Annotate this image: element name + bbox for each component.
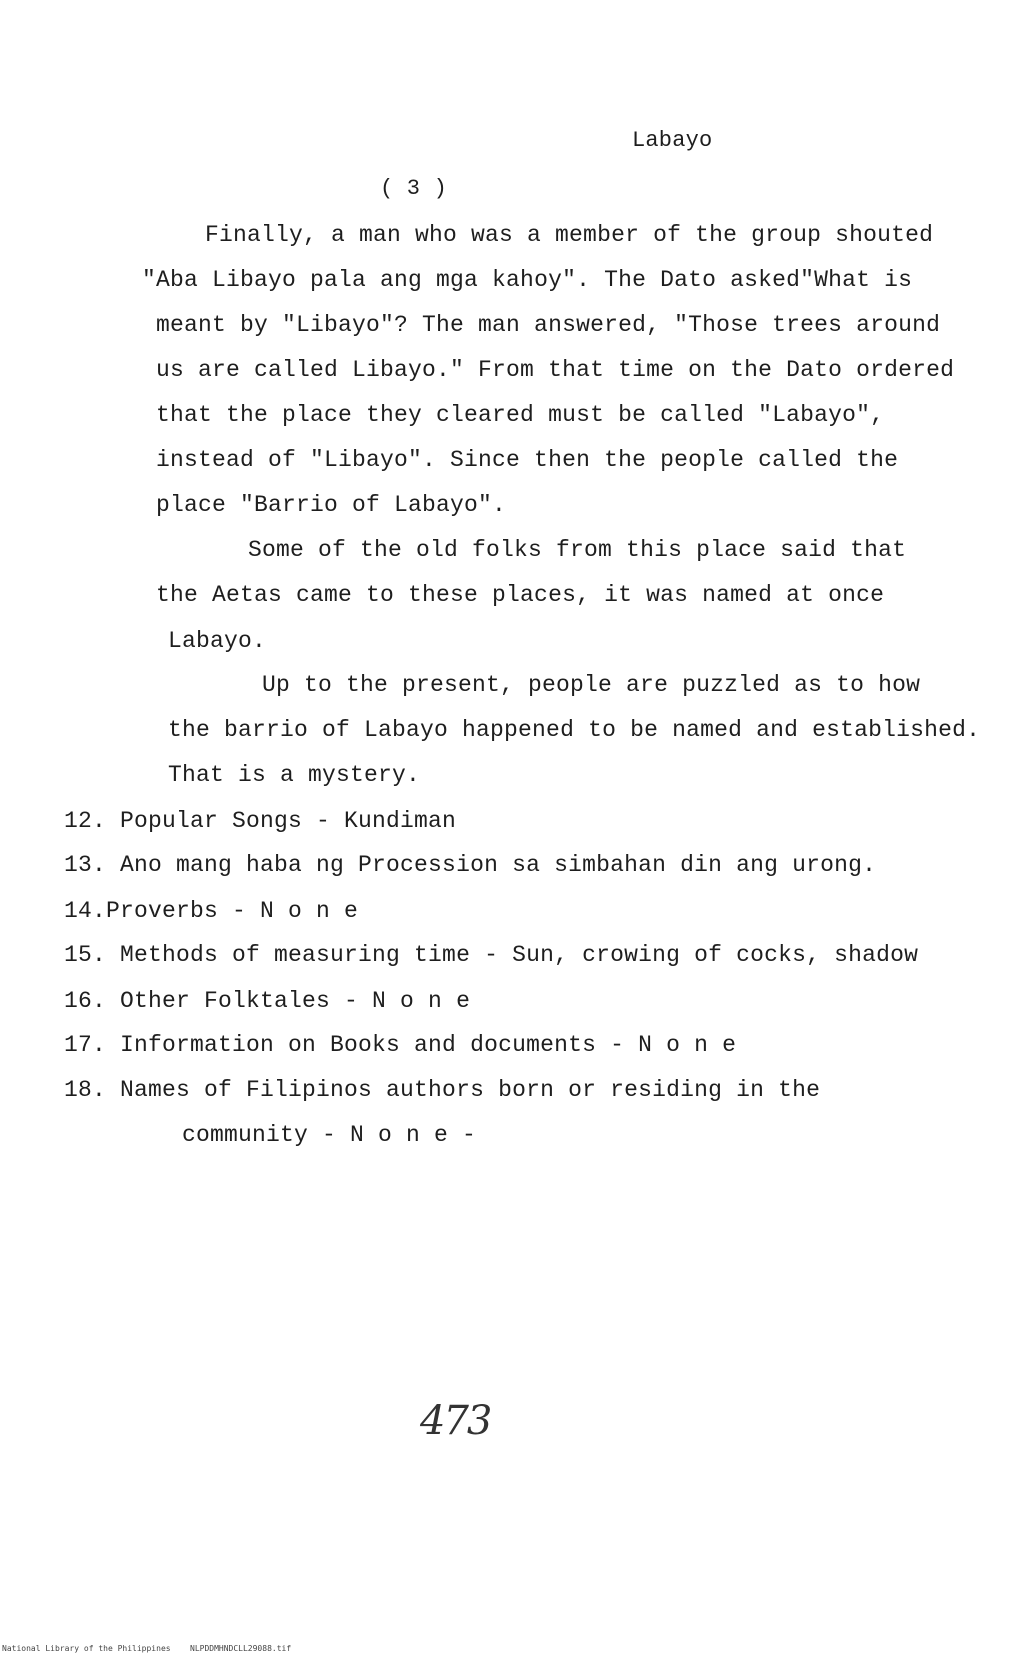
paragraph-line: the barrio of Labayo happened to be named and established. [168,717,981,743]
list-item: 17. Information on Books and documents - N o n e [64,1032,737,1058]
footer-file-id: NLPDDMHNDCLL29088.tif [190,1644,292,1653]
paragraph-line: "Aba Libayo pala ang mga kahoy". The Dato asked"What is [142,267,913,293]
paragraph-line: That is a mystery. [168,762,421,788]
paragraph-line: that the place they cleared must be called "Labayo", [156,402,885,428]
place-title: Labayo [632,128,713,153]
handwritten-page-number: 473 [420,1398,491,1444]
paragraph-line: the Aetas came to these places, it was named at once [156,582,885,608]
list-item: 13. Ano mang haba ng Procession sa simbahan din ang urong. [64,852,877,878]
paragraph-line: Finally, a man who was a member of the group shouted [205,222,934,248]
paragraph-line: instead of "Libayo". Since then the people called the [156,447,899,473]
paragraph-line: Up to the present, people are puzzled as to how [262,672,921,698]
page-number: ( 3 ) [380,176,448,201]
paragraph-line: Labayo. [168,628,267,654]
paragraph-line: Some of the old folks from this place said that [248,537,907,563]
footer-library: National Library of the Philippines [2,1644,171,1653]
paragraph-line: us are called Libayo." From that time on the Dato ordered [156,357,955,383]
list-item: 12. Popular Songs - Kundiman [64,808,457,834]
list-item: 15. Methods of measuring time - Sun, crowing of cocks, shadow [64,942,919,968]
paragraph-line: meant by "Libayo"? The man answered, "Those trees around [156,312,941,338]
list-item: community - N o n e - [182,1122,477,1148]
paragraph-line: place "Barrio of Labayo". [156,492,507,518]
list-item: 16. Other Folktales - N o n e [64,988,471,1014]
list-item: 14.Proverbs - N o n e [64,898,359,924]
list-item: 18. Names of Filipinos authors born or residing in the [64,1077,821,1103]
